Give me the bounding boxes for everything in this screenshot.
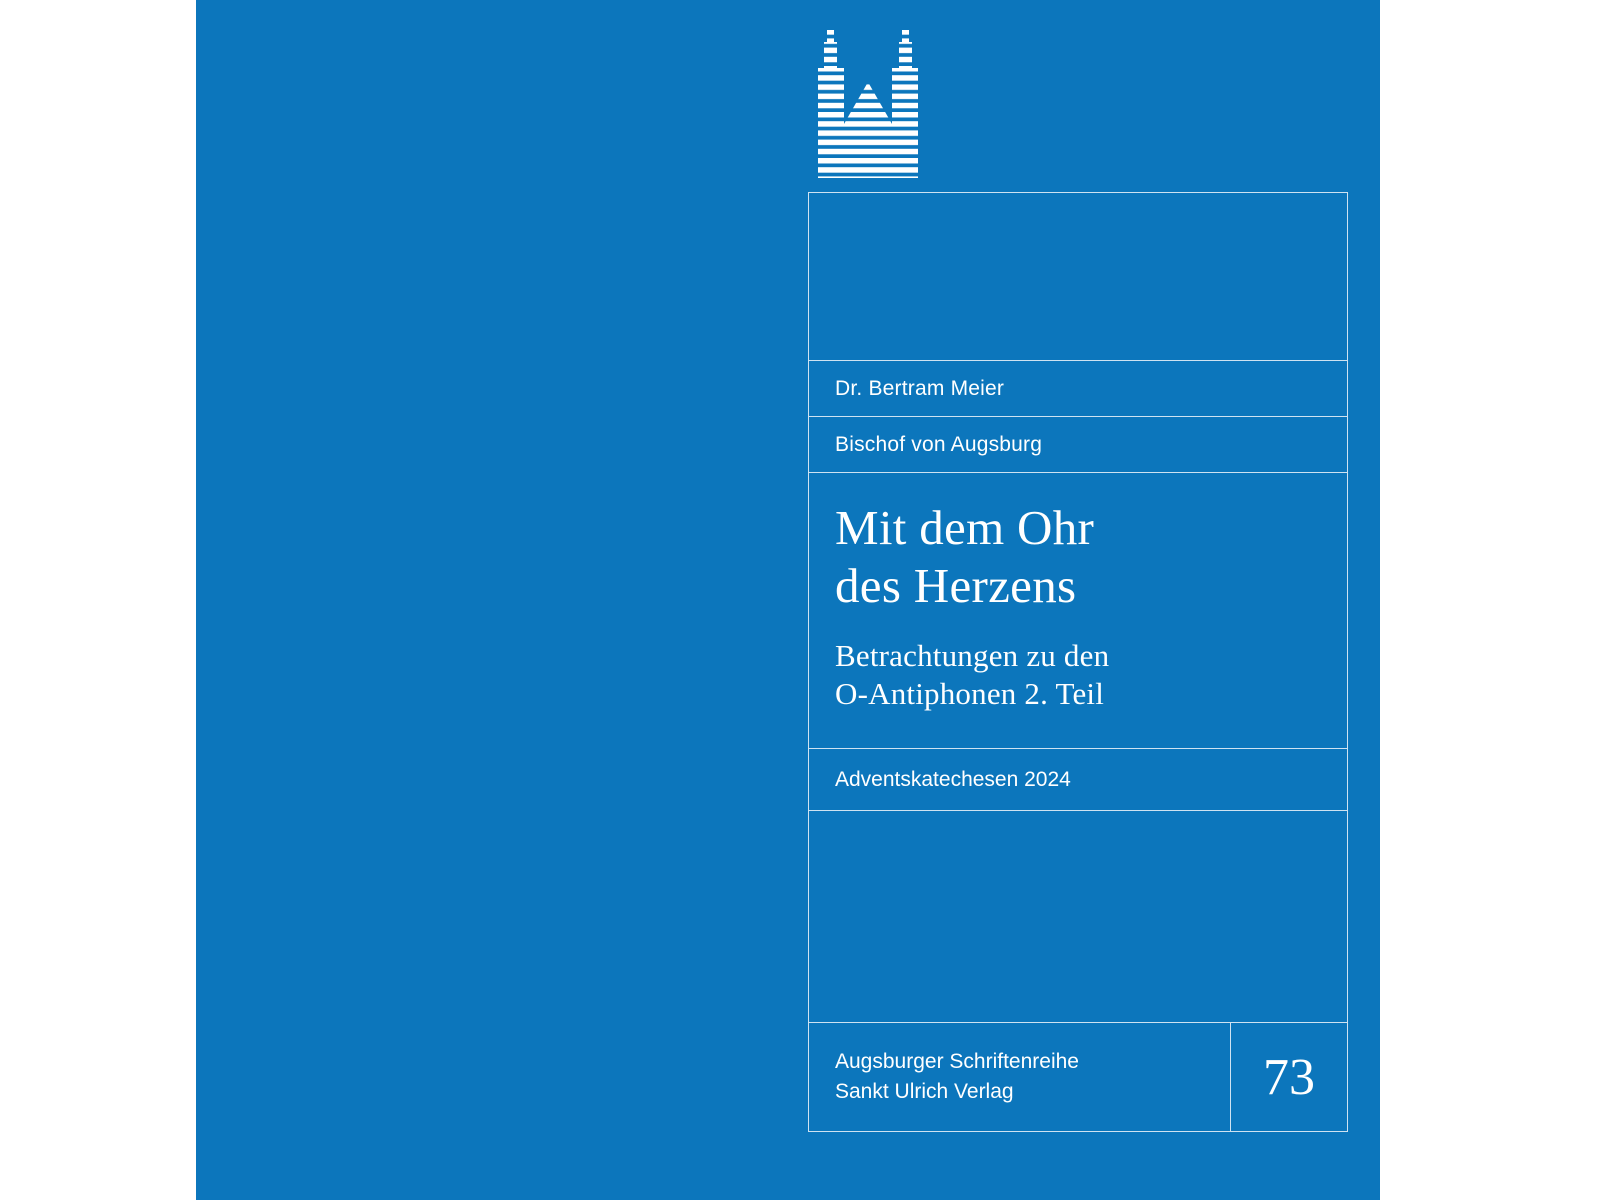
book-cover (196, 0, 1380, 1200)
subtitle-line-2: O-Antiphonen 2. Teil (835, 676, 1105, 712)
series-year: Adventskatechesen 2024 (809, 749, 1347, 811)
cathedral-towers-icon (808, 20, 928, 182)
frame-spacer-bottom (809, 811, 1347, 1023)
author-role: Bischof von Augsburg (809, 417, 1347, 473)
title-line-2: des Herzens (835, 557, 1077, 613)
footer-block (809, 1023, 1347, 1131)
cover-text-frame (808, 192, 1348, 1132)
publisher-line-2: Sankt Ulrich Verlag (835, 1080, 1014, 1104)
publisher-info (809, 1023, 1230, 1131)
author-name: Dr. Bertram Meier (809, 361, 1347, 417)
subtitle-line-1: Betrachtungen zu den (835, 637, 1110, 673)
frame-spacer-top (809, 193, 1347, 361)
publisher-line-1: Augsburger Schriftenreihe (835, 1049, 1079, 1073)
title-line-1: Mit dem Ohr (835, 500, 1095, 555)
volume-number: 73 (1230, 1023, 1347, 1131)
title-block (809, 473, 1347, 749)
